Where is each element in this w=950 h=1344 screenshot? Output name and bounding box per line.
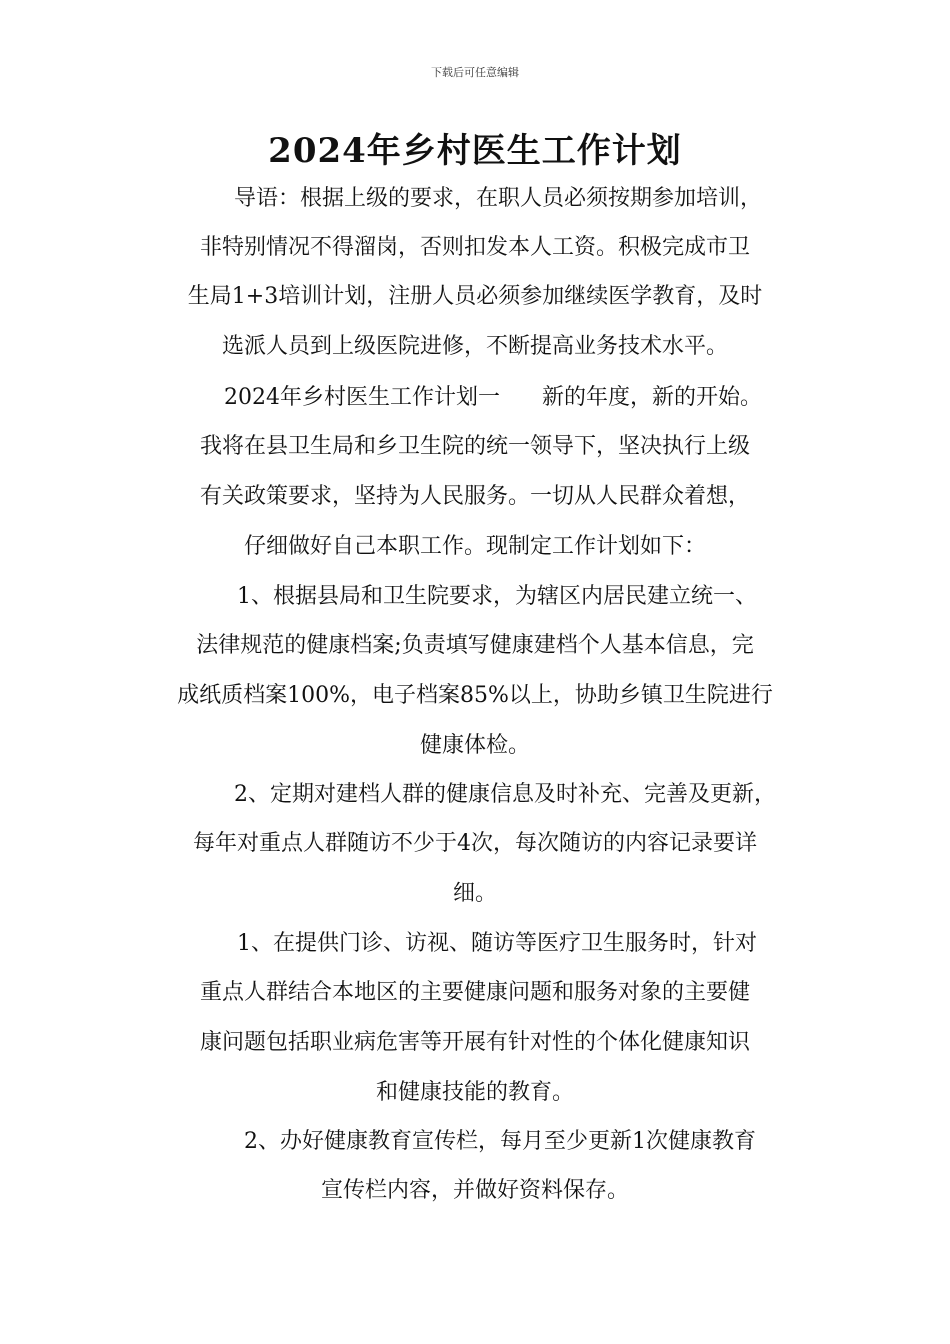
paragraph-line: 法律规范的健康档案;负责填写健康建档个人基本信息，完	[196, 633, 754, 658]
paragraph-line: 2、定期对建档人群的健康信息及时补充、完善及更新，	[234, 782, 776, 807]
paragraph-line: 细。	[452, 881, 497, 906]
paragraph-line: 导语：根据上级的要求，在职人员必须按期参加培训，	[233, 186, 762, 211]
paragraph-line: 1、根据县局和卫生院要求，为辖区内居民建立统一、	[237, 584, 757, 609]
paragraph-line: 有关政策要求，坚持为人民服务。一切从人民群众着想，	[199, 484, 750, 509]
paragraph-line: 和健康技能的教育。	[375, 1080, 574, 1105]
paragraph-line: 康问题包括职业病危害等开展有针对性的个体化健康知识	[199, 1030, 750, 1055]
page-header-note: 下载后可任意编辑	[431, 66, 519, 79]
paragraph-line: 宣传栏内容，并做好资料保存。	[320, 1178, 629, 1203]
paragraph-line: 非特别情况不得溜岗，否则扣发本人工资。积极完成市卫	[199, 235, 750, 260]
paragraph-line: 健康体检。	[419, 733, 530, 758]
paragraph-line: 成纸质档案100%，电子档案85%以上，协助乡镇卫生院进行	[177, 683, 773, 708]
paragraph-line: 生局1+3培训计划，注册人员必须参加继续医学教育，及时	[187, 284, 763, 309]
paragraph-line: 每年对重点人群随访不少于4次，每次随访的内容记录要详	[193, 831, 757, 856]
paragraph-line: 仔细做好自己本职工作。现制定工作计划如下：	[243, 534, 706, 559]
paragraph-line: 选派人员到上级医院进修，不断提高业务技术水平。	[221, 334, 728, 359]
paragraph-line: 2024年乡村医生工作计划一 新的年度，新的开始。	[224, 385, 762, 410]
paragraph-line: 1、在提供门诊、访视、随访等医疗卫生服务时，针对	[237, 931, 757, 956]
document-title: 2024年乡村医生工作计划	[268, 131, 682, 171]
paragraph-line: 2、办好健康教育宣传栏，每月至少更新1次健康教育	[244, 1129, 756, 1154]
paragraph-line: 我将在县卫生局和乡卫生院的统一领导下，坚决执行上级	[199, 434, 750, 459]
paragraph-line: 重点人群结合本地区的主要健康问题和服务对象的主要健	[199, 980, 750, 1005]
